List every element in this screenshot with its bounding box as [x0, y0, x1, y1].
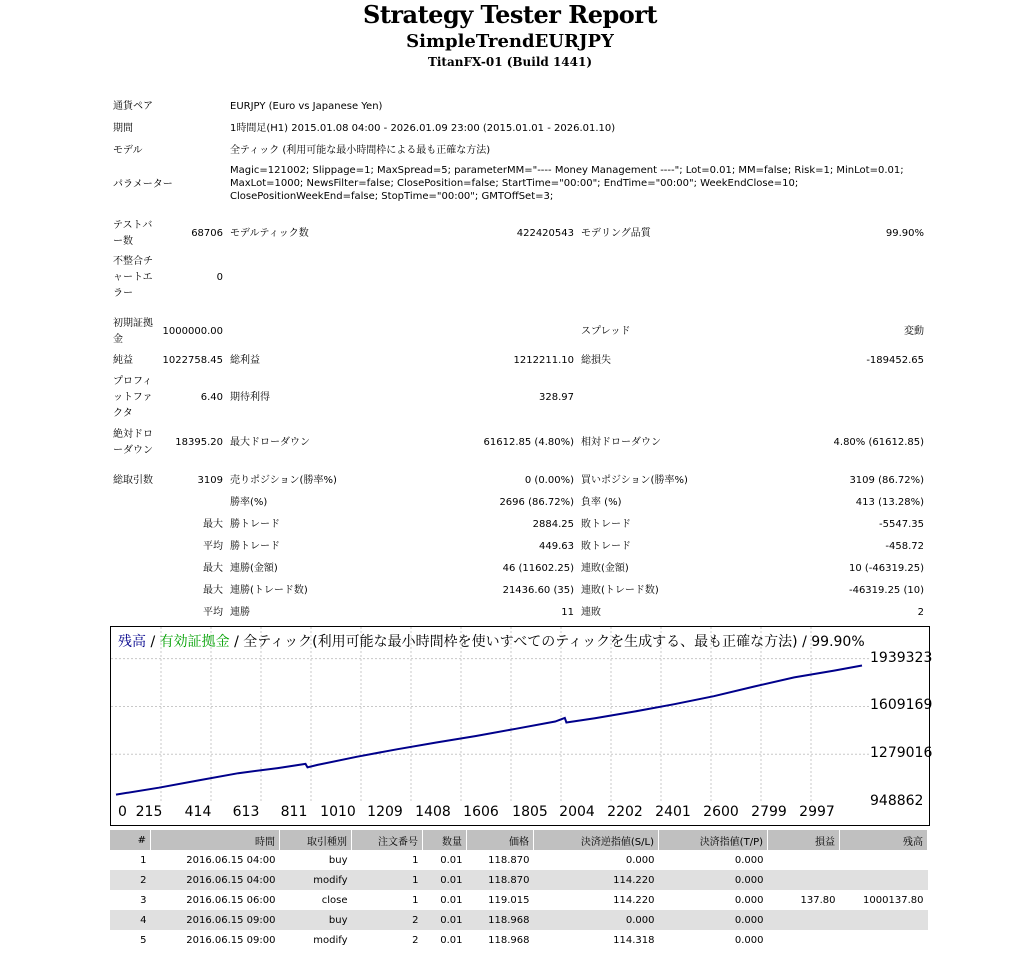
col-header-sl: 決済逆指値(S/L) [534, 830, 659, 850]
cell-balance [840, 850, 928, 870]
cell-tp: 0.000 [659, 910, 768, 930]
x-tick-label: 1209 [367, 804, 403, 820]
max-dd-value: 61612.85 (4.80%) [483, 437, 574, 448]
cell-tp: 0.000 [659, 870, 768, 890]
y-tick-label: 1279016 [870, 745, 933, 762]
cons-wins-value: 46 (11602.25) [502, 563, 574, 574]
chart-legend [118, 631, 865, 651]
orders-header-row [110, 830, 928, 850]
mismatch-value: 0 [216, 272, 223, 283]
legend-margin: 有効証拠金 [159, 634, 230, 650]
orders-table [110, 830, 928, 950]
cons-loss-label: 連敗(トレード数) [581, 585, 659, 596]
bars-value: 68706 [191, 228, 223, 239]
gross-loss-value: -189452.65 [866, 355, 924, 366]
cell-time: 2016.06.15 06:00 [186, 894, 276, 906]
net-value: 1022758.45 [162, 355, 223, 366]
col-header-type: 取引種別 [280, 830, 352, 850]
avg-win-value: 449.63 [539, 541, 574, 552]
cell-tp: 0.000 [734, 854, 764, 866]
net-label: 純益 [113, 355, 133, 366]
cell-size: 0.01 [423, 870, 467, 890]
y-tick-label: 1609169 [870, 697, 933, 714]
mismatch-label: 不整合チャートエラー [113, 256, 153, 299]
symbol-value: EURJPY (Euro vs Japanese Yen) [230, 101, 383, 112]
cell-time: 2016.06.15 09:00 [186, 934, 276, 946]
cell-balance [840, 870, 928, 890]
period-label: 期間 [113, 123, 133, 134]
cell-index: 3 [140, 894, 147, 906]
trades-label: 総取引数 [113, 475, 153, 486]
max-label-2: 最大 [203, 563, 223, 574]
rel-dd-value: 4.80% (61612.85) [833, 437, 924, 448]
cell-time: 2016.06.15 04:00 [186, 854, 276, 866]
cell-balance: 1000137.80 [863, 894, 924, 906]
max-dd-label: 最大ドローダウン [230, 437, 310, 448]
table-row [110, 850, 928, 870]
cell-order: 1 [352, 870, 423, 890]
cell-size: 0.01 [440, 894, 463, 906]
long-label: 買いポジション(勝率%) [581, 475, 688, 486]
params-label: パラメーター [113, 179, 173, 190]
cell-size: 0.01 [440, 854, 463, 866]
cell-tp: 0.000 [734, 934, 764, 946]
cell-tp: 0.000 [734, 894, 764, 906]
deposit-label: 初期証拠金 [113, 318, 153, 345]
short-label: 売りポジション(勝率%) [230, 475, 337, 486]
cons-wins-label: 連勝(金額) [230, 563, 278, 574]
x-tick-label: 2401 [655, 804, 691, 820]
x-tick-label: 613 [232, 804, 260, 820]
cell-size: 0.01 [423, 910, 467, 930]
ticks-label: モデルティック数 [230, 228, 309, 239]
cell-profit [768, 930, 840, 950]
largest-loss-value: -5547.35 [879, 519, 924, 530]
pf-value: 6.40 [200, 392, 223, 403]
abs-dd-label: 絶対ドローダウン [113, 429, 153, 456]
col-header-balance: 残高 [840, 830, 928, 850]
y-tick-label: 948862 [870, 793, 924, 809]
cell-sl: 114.220 [613, 894, 655, 906]
balance-series-line [116, 666, 862, 795]
expected-label: 期待利得 [230, 392, 270, 403]
cell-time: 2016.06.15 09:00 [151, 910, 280, 930]
cell-balance [840, 910, 928, 930]
model-value: 全ティック (利用可能な最小時間枠による最も正確な方法) [230, 145, 491, 156]
cell-sl: 0.000 [534, 910, 659, 930]
gross-profit-label: 総利益 [230, 355, 260, 366]
cell-balance [840, 930, 928, 950]
x-tick-label: 2600 [703, 804, 739, 820]
col-header-tp: 決済指値(T/P) [659, 830, 768, 850]
max-label-1: 最大 [203, 519, 223, 530]
x-tick-label: 811 [280, 804, 308, 820]
cons-loss-value: -46319.25 (10) [848, 585, 924, 596]
x-tick-label: 1010 [320, 804, 356, 820]
bars-label: テストバー数 [113, 220, 153, 247]
x-tick-label: 414 [184, 804, 212, 820]
largest-win-value: 2884.25 [532, 519, 574, 530]
cell-price: 119.015 [488, 894, 530, 906]
cell-index: 4 [110, 910, 151, 930]
ea-name: SimpleTrendEURJPY [406, 31, 614, 52]
cell-order: 1 [412, 894, 419, 906]
col-header-index: # [110, 830, 151, 850]
cell-sl: 0.000 [625, 854, 655, 866]
orders-body [110, 850, 928, 950]
x-tick-label: 0 [118, 804, 127, 820]
win-rate-value: 2696 (86.72%) [499, 497, 574, 508]
params-value: Magic=121002; Slippage=1; MaxSpread=5; parameterMM="---- Money Management ----"; Lot=0.01; MM=false; Risk=1; MinLot=0.01; MaxLot=1000; NewsFilter=false; ClosePosition=false; StartTime="00:00"; EndTime="00:00"; WeekEndClose=10; ClosePositionWeekEnd=false; StopTime="00:00"; GMTOffSet=3; [230, 165, 904, 202]
balance-chart-svg [111, 627, 929, 825]
cell-type: close [321, 894, 348, 906]
win-rate-label: 勝率(%) [230, 497, 268, 508]
cell-index: 5 [140, 934, 147, 946]
avg-cons-wins-value: 11 [561, 607, 574, 618]
symbol-label: 通貨ペア [113, 101, 153, 112]
cell-type: modify [313, 934, 348, 946]
col-header-time: 時間 [151, 830, 280, 850]
x-tick-label: 215 [135, 804, 163, 820]
cell-order: 1 [412, 854, 419, 866]
cell-order: 2 [412, 934, 419, 946]
table-row [110, 910, 928, 930]
table-row [110, 930, 928, 950]
largest-win-label: 勝トレード [230, 519, 280, 530]
cell-sl: 114.220 [534, 870, 659, 890]
col-header-profit: 損益 [768, 830, 840, 850]
x-tick-label: 2202 [607, 804, 643, 820]
y-tick-label: 1939323 [870, 649, 933, 666]
x-tick-label: 1805 [512, 804, 548, 820]
avg-cons-losses-label: 連敗 [581, 607, 601, 618]
cons-profit-value: 21436.60 (35) [502, 585, 574, 596]
abs-dd-value: 18395.20 [175, 437, 223, 448]
rel-dd-label: 相対ドローダウン [581, 437, 661, 448]
cons-losses-value: 10 (-46319.25) [848, 563, 924, 574]
legend-rest: / 全ティック(利用可能な最小時間枠を使いすべてのティックを生成する、最も正確な方法) / 99.90% [229, 634, 865, 650]
cell-sl: 114.318 [613, 934, 655, 946]
spread-label: スプレッド [581, 326, 631, 337]
avg-cons-losses-value: 2 [917, 607, 924, 618]
table-row [110, 890, 928, 910]
x-tick-label: 1606 [463, 804, 499, 820]
avg-loss-label: 敗トレード [581, 541, 631, 552]
avg-label-2: 平均 [203, 607, 223, 618]
balance-chart [110, 626, 933, 826]
short-value: 0 (0.00%) [524, 475, 574, 486]
quality-label: モデリング品質 [581, 228, 651, 239]
max-label-3: 最大 [203, 585, 223, 596]
cell-profit [768, 870, 840, 890]
long-value: 3109 (86.72%) [849, 475, 924, 486]
server-build: TitanFX-01 (Build 1441) [427, 55, 593, 69]
trades-value: 3109 [197, 475, 223, 486]
cell-index: 2 [110, 870, 151, 890]
cell-price: 118.968 [488, 934, 530, 946]
cell-profit [768, 850, 840, 870]
model-label: モデル [113, 145, 143, 156]
col-header-size: 数量 [423, 830, 467, 850]
cell-size: 0.01 [440, 934, 463, 946]
cell-type: buy [280, 910, 352, 930]
quality-value: 99.90% [885, 228, 924, 239]
gross-profit-value: 1212211.10 [513, 355, 574, 366]
cons-losses-label: 連敗(金額) [581, 563, 629, 574]
loss-rate-label: 負率 (%) [581, 497, 622, 508]
avg-win-label: 勝トレード [230, 541, 280, 552]
cell-index: 1 [140, 854, 147, 866]
deposit-value: 1000000.00 [162, 326, 223, 337]
cell-time: 2016.06.15 04:00 [151, 870, 280, 890]
col-header-order: 注文番号 [352, 830, 423, 850]
avg-cons-wins-label: 連勝 [230, 607, 250, 618]
cell-price: 118.968 [467, 910, 534, 930]
cons-profit-label: 連勝(トレード数) [230, 585, 308, 596]
period-value: 1時間足(H1) 2015.01.08 04:00 - 2026.01.09 23:00 (2015.01.01 - 2026.01.10) [230, 123, 616, 134]
x-tick-label: 1408 [415, 804, 451, 820]
x-tick-label: 2004 [559, 804, 595, 820]
expected-value: 328.97 [539, 392, 574, 403]
cell-type: buy [328, 854, 348, 866]
cell-profit [768, 910, 840, 930]
cell-order: 2 [352, 910, 423, 930]
avg-label-1: 平均 [203, 541, 223, 552]
x-tick-label: 2799 [751, 804, 787, 820]
cell-price: 118.870 [467, 870, 534, 890]
report-title: Strategy Tester Report [362, 0, 658, 29]
table-row [110, 870, 928, 890]
ticks-value: 422420543 [516, 228, 574, 239]
largest-loss-label: 敗トレード [581, 519, 631, 530]
legend-balance: 残高 [118, 634, 146, 650]
cell-profit: 137.80 [800, 894, 836, 906]
legend-sep: / [146, 634, 160, 650]
col-header-price: 価格 [467, 830, 534, 850]
pf-label: プロフィットファクタ [113, 376, 153, 419]
x-tick-label: 2997 [799, 804, 835, 820]
cell-type: modify [280, 870, 352, 890]
gross-loss-label: 総損失 [581, 355, 611, 366]
avg-loss-value: -458.72 [885, 541, 924, 552]
spread-value: 変動 [904, 326, 924, 337]
loss-rate-value: 413 (13.28%) [855, 497, 924, 508]
cell-price: 118.870 [488, 854, 530, 866]
